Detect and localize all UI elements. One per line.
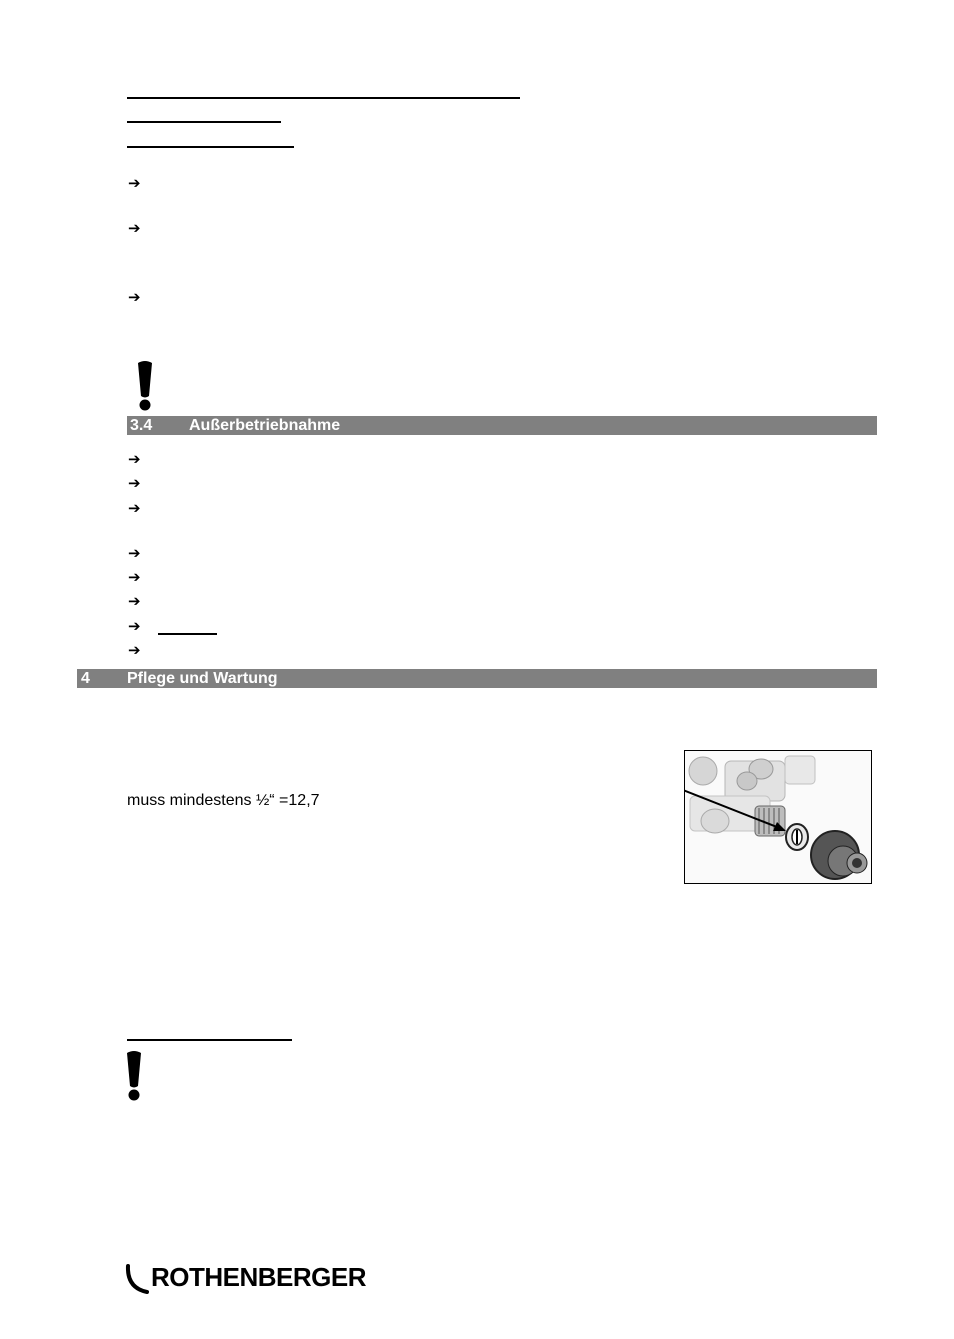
arrow-right-icon: ➔ [128, 641, 141, 659]
heading-underline-2 [127, 121, 281, 123]
heading-underline-3 [127, 146, 294, 148]
inline-underline [158, 633, 217, 635]
heading-underline-4 [127, 1039, 292, 1041]
section-title: Außerbetriebnahme [189, 417, 341, 434]
heading-underline-1 [127, 97, 520, 99]
arrow-right-icon: ➔ [128, 568, 141, 586]
arrow-right-icon: ➔ [128, 174, 141, 192]
rothenberger-logo [125, 1262, 365, 1298]
arrow-right-icon: ➔ [128, 617, 141, 635]
arrow-right-icon: ➔ [128, 499, 141, 517]
hose-connector-illustration [685, 751, 871, 883]
exclamation-icon [135, 360, 155, 412]
section-number: 4 [81, 670, 90, 687]
section-heading-3-4 [127, 416, 877, 435]
arrow-right-icon: ➔ [128, 219, 141, 237]
section-title: Pflege und Wartung [127, 670, 278, 687]
arrow-right-icon: ➔ [128, 474, 141, 492]
logo-wordmark: ROTHENBERGER [151, 1262, 367, 1292]
section-number: 3.4 [130, 417, 153, 434]
arrow-right-icon: ➔ [128, 592, 141, 610]
arrow-right-icon: ➔ [128, 450, 141, 468]
arrow-right-icon: ➔ [128, 544, 141, 562]
section-heading-4 [77, 669, 877, 688]
exclamation-icon [124, 1050, 144, 1102]
hose-diameter-text: muss mindestens ½“ =12,7 [127, 792, 320, 809]
hose-connector-filter-image [684, 750, 872, 884]
arrow-right-icon: ➔ [128, 288, 141, 306]
